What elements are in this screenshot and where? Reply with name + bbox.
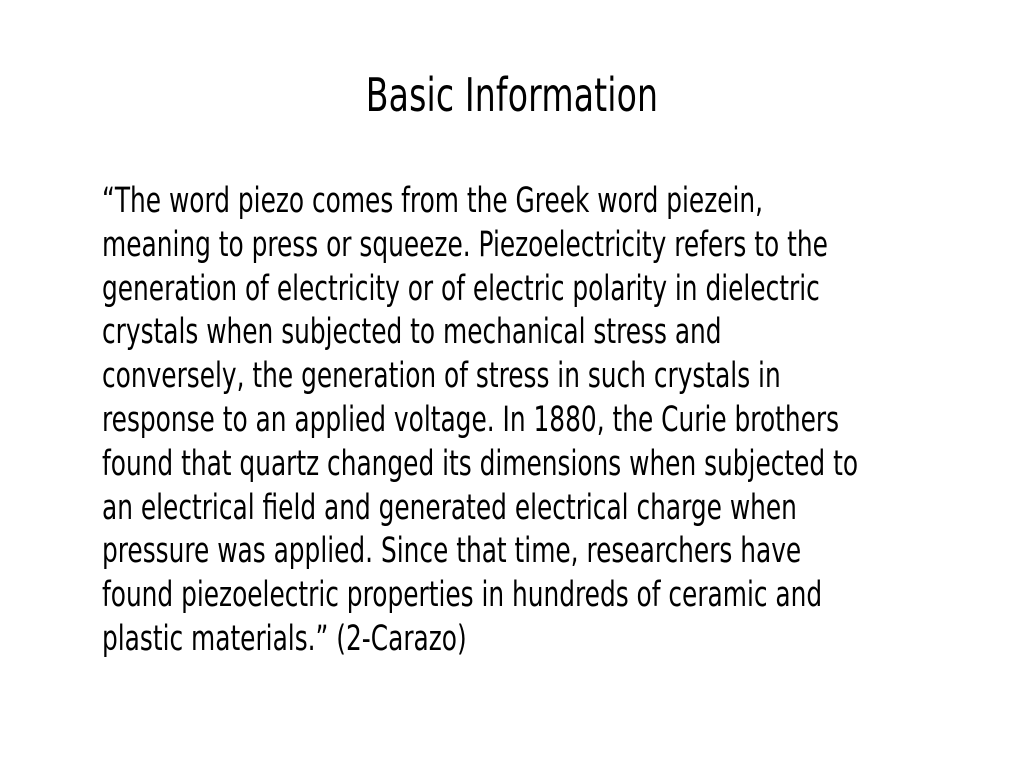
quote-paragraph — [102, 180, 966, 662]
quote-line: generation of electricity or of electric polarity in dielectric — [102, 268, 820, 309]
quote-line: conversely, the generation of stress in such crystals in — [102, 356, 781, 397]
quote-line: plastic materials.” (2-Carazo) — [102, 618, 467, 659]
quote-line: meaning to press or squeeze. Piezoelectricity refers to the — [102, 224, 828, 265]
quote-line: found that quartz changed its dimensions when subjected to — [102, 443, 859, 484]
quote-line: pressure was applied. Since that time, researchers have — [102, 531, 802, 572]
slide-title: Basic Information — [365, 68, 659, 122]
quote-line: an electrical field and generated electrical charge when — [102, 487, 797, 528]
quote-line: response to an applied voltage. In 1880, the Curie brothers — [102, 399, 840, 440]
quote-line: crystals when subjected to mechanical stress and — [102, 312, 722, 353]
quote-line: “The word piezo comes from the Greek word piezein, — [102, 181, 764, 221]
quote-line: found piezoelectric properties in hundreds of ceramic and — [102, 575, 823, 616]
